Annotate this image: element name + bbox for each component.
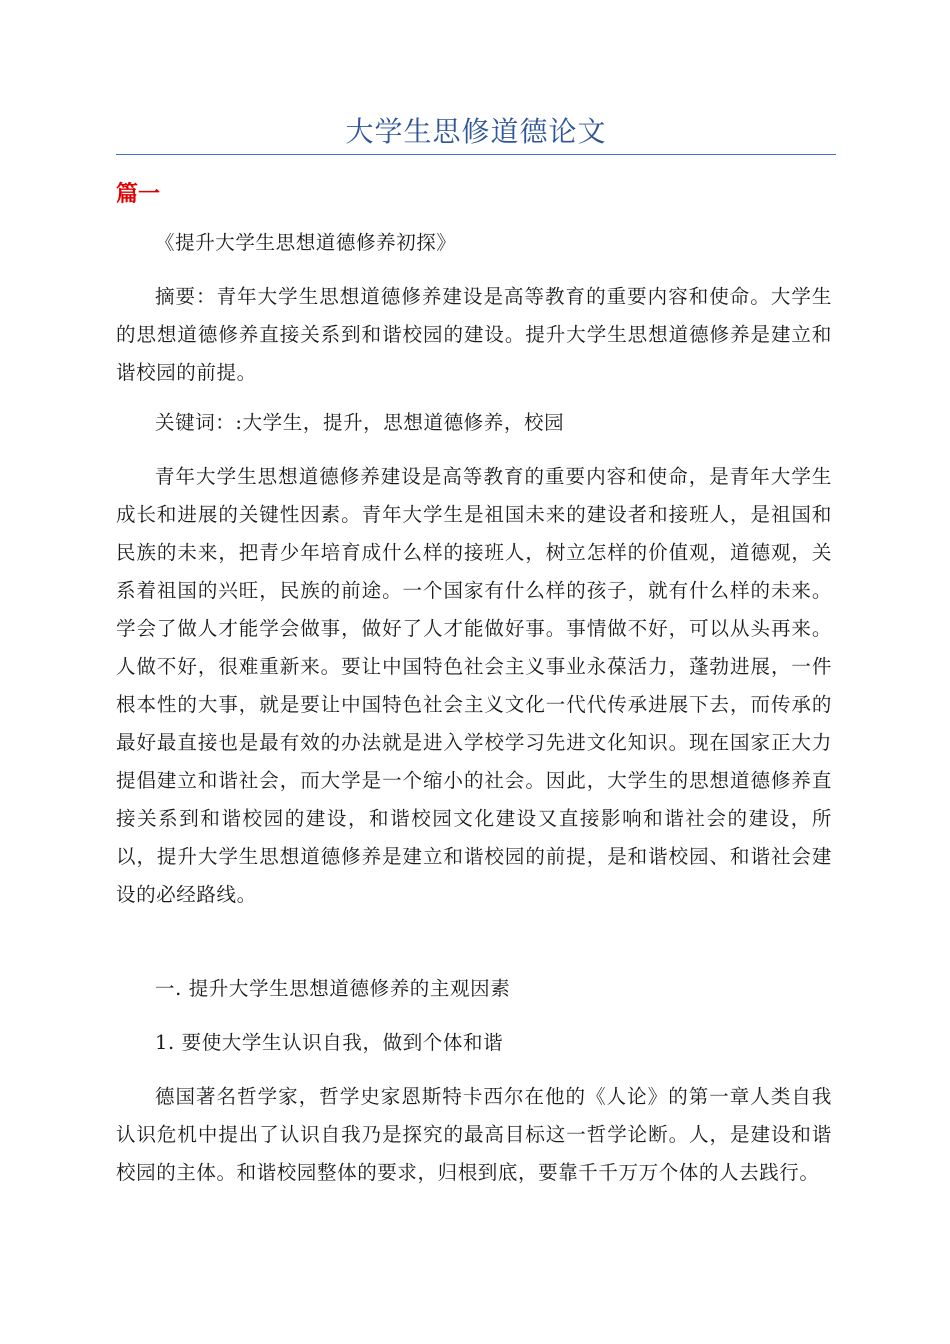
section-heading: 篇一 <box>116 182 161 207</box>
title-divider <box>116 154 836 155</box>
subheading: 1. 要使大学生认识自我，做到个体和谐 <box>155 1031 504 1054</box>
body-paragraph: 青年大学生思想道德修养建设是高等教育的重要内容和使命，是青年大学生成长和进展的关键性因素。青年大学生是祖国未来的建设者和接班人，是祖国和民族的未来，把青少年培育成什么样的接班人，树立怎样的价值观，道德观，关系着祖国的兴旺，民族的前途。一个国家有什么样的孩子，就有什么样的未来。学会了做人才能学会做事，做好了人才能做好事。事情做不好，可以从头再来。人做不好，很难重新来。要让中国特色社会主义事业永葆活力，蓬勃进展，一件根本性的大事，就是要让中国特色社会主义文化一代代传承进展下去，而传承的最好最直接也是最有效的办法就是进入学校学习先进文化知识。现在国家正大力提倡建立和谐社会，而大学是一个缩小的社会。因此，大学生的思想道德修养直接关系到和谐校园的建设，和谐校园文化建设又直接影响和谐社会的建设，所以，提升大学生思想道德修养是建立和谐校园的前提，是和谐校园、和谐社会建设的必经路线。 <box>116 465 832 906</box>
document-title: 大学生思修道德论文 <box>345 115 607 148</box>
body-paragraph: 德国著名哲学家，哲学史家恩斯特卡西尔在他的《人论》的第一章人类自我认识危机中提出了认识自我乃是探究的最高目标这一哲学论断。人，是建设和谐校园的主体。和谐校园整体的要求，归根到底，要靠千千万万个体的人去践行。 <box>116 1085 832 1184</box>
article-title: 《提升大学生思想道德修养初探》 <box>155 231 457 254</box>
keywords-paragraph: 关键词：:大学生，提升，思想道德修养，校园 <box>155 411 565 434</box>
subheading: 一. 提升大学生思想道德修养的主观因素 <box>155 977 511 1000</box>
abstract-paragraph: 摘要：青年大学生思想道德修养建设是高等教育的重要内容和使命。大学生的思想道德修养直接关系到和谐校园的建设。提升大学生思想道德修养是建立和谐校园的前提。 <box>116 285 832 384</box>
